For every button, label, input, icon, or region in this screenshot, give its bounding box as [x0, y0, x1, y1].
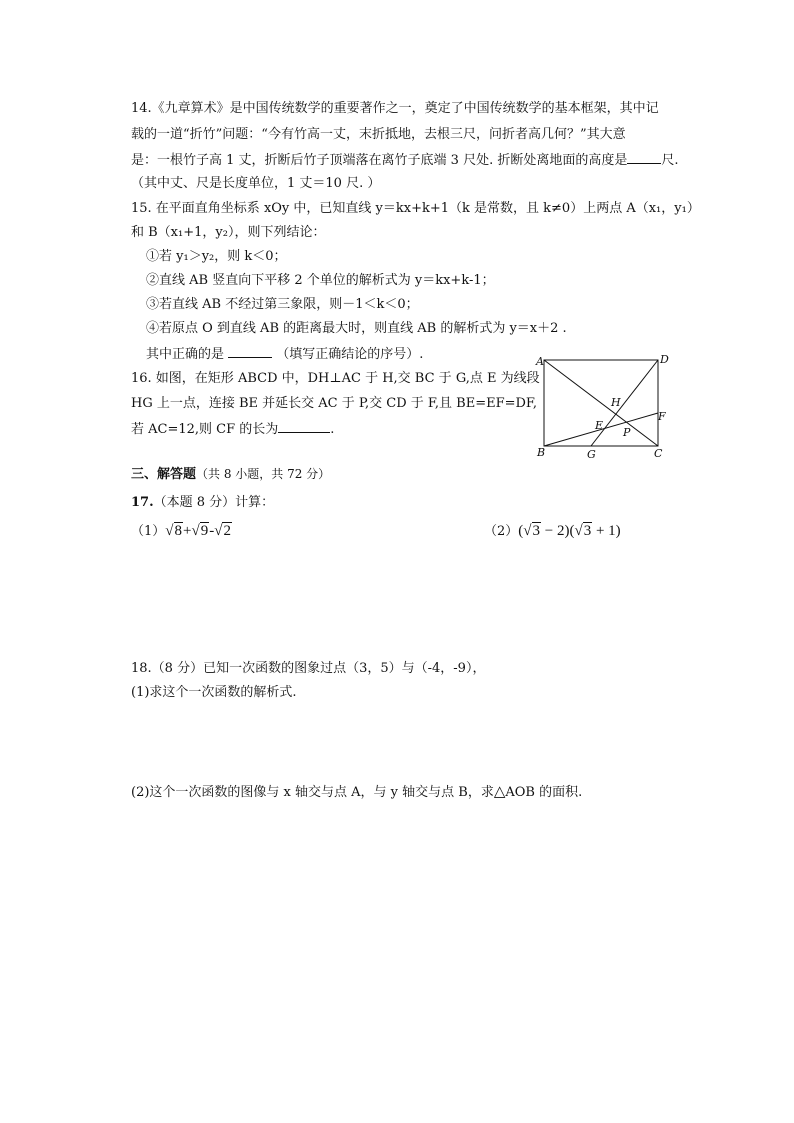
label-f: F — [658, 410, 666, 423]
q15-conclusion-3: ③若直线 AB 不经过第三象限，则－1＜k＜0； — [146, 297, 419, 312]
radicand-8: 8 — [174, 523, 183, 539]
q16-line2: HG 上一点，连接 BE 并延长交 AC 于 P,交 CD 于 F,且 BE=EF=DF, — [131, 396, 538, 411]
section3-title: 三、解答题 — [131, 467, 197, 482]
q17-part1-label: （1） — [131, 524, 166, 539]
q17-part2-label: （2） — [484, 524, 519, 539]
section3-sub: （共 8 小题，共 72 分） — [196, 467, 331, 481]
radicand-3a: 3 — [532, 523, 541, 539]
label-h: H — [611, 396, 621, 409]
q14-line4: （其中丈、尺是长度单位，1 丈＝10 尺. ） — [131, 176, 381, 191]
q18-part2-post: AOB 的面积. — [505, 785, 583, 800]
label-g: G — [587, 448, 596, 461]
label-b: B — [537, 446, 546, 459]
label-p: P — [623, 426, 631, 439]
q16-line3 — [131, 420, 334, 439]
q15-answer-pre: 其中正确的是 — [146, 347, 225, 362]
label-a: A — [536, 355, 544, 368]
q14-line3 — [131, 151, 678, 170]
q16-line3-end: . — [330, 422, 335, 437]
plus-sign: + — [183, 523, 192, 539]
q15-answer-post: （填写正确结论的序号）. — [276, 347, 424, 362]
minus-sign: - — [209, 523, 215, 539]
q17-part2 — [484, 522, 621, 541]
open-paren: ( — [518, 523, 524, 539]
label-c: C — [654, 447, 663, 460]
q15-conclusion-4: ④若原点 O 到直线 AB 的距离最大时，则直线 AB 的解析式为 y＝x＋2 . — [146, 321, 567, 336]
q18-part2 — [131, 782, 582, 802]
q15-conclusion-1: ①若 y₁＞y₂，则 k＜0； — [146, 249, 287, 264]
q18-part2-pre: (2)这个一次函数的图像与 x 轴交与点 A，与 y 轴交与点 B，求 — [131, 785, 494, 800]
triangle-icon: △ — [493, 782, 506, 800]
q18-part1: (1)求这个一次函数的解析式. — [131, 685, 297, 700]
q15-answer-blank[interactable] — [228, 345, 272, 358]
q16-line1: 16. 如图，在矩形 ABCD 中，DH⊥AC 于 H,交 BC 于 G,点 E 为线段 — [131, 371, 540, 386]
q14-line1: 14.《九章算术》是中国传统数学的重要著作之一，奠定了中国传统数学的基本框架，其中记 — [131, 101, 659, 116]
q17-number: 17. — [131, 495, 154, 510]
q14-line3-text: 是：一根竹子高 1 丈，折断后竹子顶端落在离竹子底端 3 尺处. 折断处离地面的高度是 — [131, 153, 628, 168]
q17-part2-expr: (√3 − 2)(√3 + 1) — [518, 523, 621, 539]
q17-part1-expr: √8+√9-√2 — [165, 523, 231, 539]
q16-line3-text: 若 AC=12,则 CF 的长为 — [131, 422, 279, 437]
q14-line2: 载的一道“折竹”问题：“今有竹高一丈，末折抵地，去根三尺，问折者高几何？”其大意 — [131, 127, 626, 142]
rectangle-figure — [532, 352, 672, 462]
expr-middle: − 2)( — [541, 523, 575, 539]
label-e: E — [595, 419, 604, 432]
q16-answer-blank[interactable] — [278, 420, 330, 433]
label-d: D — [660, 353, 669, 366]
q15-line2: 和 B（x₁+1，y₂），则下列结论： — [131, 225, 326, 240]
radicand-2: 2 — [223, 523, 231, 539]
q18-line1: 18.（8 分）已知一次函数的图象过点（3，5）与（-4，-9）， — [131, 661, 486, 676]
q15-line1: 15. 在平面直角坐标系 xOy 中，已知直线 y＝kx+k+1（k 是常数，且 k≠0）上两点 A（x₁，y₁） — [131, 201, 700, 216]
q14-answer-blank[interactable] — [627, 151, 661, 164]
q17-part1 — [131, 522, 232, 541]
q14-line3-end: 尺. — [661, 153, 679, 168]
section3-heading — [131, 465, 330, 484]
expr-close: + 1) — [592, 523, 621, 539]
radicand-9: 9 — [200, 523, 209, 539]
q15-conclusion-2: ②直线 AB 竖直向下平移 2 个单位的解析式为 y＝kx+k-1； — [146, 273, 495, 288]
q17-head — [131, 494, 274, 512]
q17-head-text: （本题 8 分）计算： — [153, 495, 275, 510]
radicand-3b: 3 — [583, 523, 592, 539]
q15-answer-line — [146, 345, 423, 364]
